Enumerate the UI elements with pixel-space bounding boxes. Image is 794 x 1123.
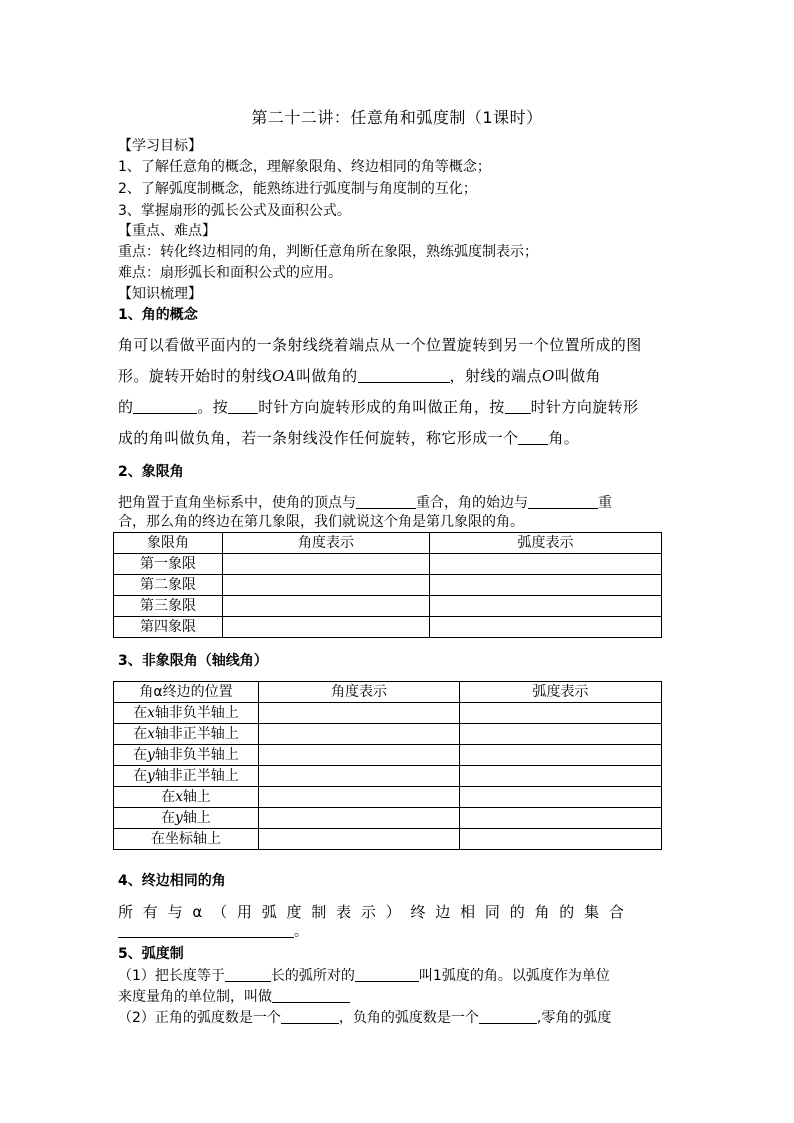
goal-item-2: 2、了解弧度制概念，能熟练进行弧度制与角度制的互化； [118,181,477,197]
section-2-heading: 2、象限角 [118,464,184,480]
quadrant-label: 第四象限 [114,617,223,638]
section-4-line-1: 所有与α（用弧度制表示）终边相同的角的集合 [118,903,634,921]
quadrant-label: 第一象限 [114,554,223,575]
goal-item-1: 1、了解任意角的概念，理解象限角、终边相同的角等概念； [118,159,491,175]
section-1-line-4: 成的角叫做负角，若一条射线没作任何旋转，称它形成一个 角。 [118,429,580,447]
position-label: 在x轴上 [114,787,259,808]
table-row [114,617,662,638]
position-label: 在坐标轴上 [114,829,259,850]
section-1-line-3: 的 。按 时针方向旋转形成的角叫做正角，按 时针方向旋转形 [118,398,639,416]
answer-cell[interactable] [430,596,662,617]
position-label: 在x轴非负半轴上 [114,703,259,724]
section-5-heading: 5、弧度制 [118,946,184,962]
answer-cell[interactable] [259,724,460,745]
blank-initial-side[interactable] [358,367,450,383]
answer-cell[interactable] [430,617,662,638]
blank-positive-direction[interactable] [228,398,258,414]
position-label: 在y轴非正半轴上 [114,766,259,787]
table-header: 角度表示 [259,682,460,703]
blank-coterminal-set[interactable] [118,922,294,938]
section-2-line-2: 合，那么角的终边在第几象限，我们就说这个角是第几象限的角。 [118,514,524,530]
answer-cell[interactable] [259,703,460,724]
table-header-row [114,533,662,554]
table-header: 弧度表示 [460,682,662,703]
answer-cell[interactable] [460,808,662,829]
section-4-line-2: 。 [118,922,678,942]
blank-origin[interactable] [356,493,416,509]
table-header: 角度表示 [223,533,430,554]
section-2-line-1: 把角置于直角坐标系中，使角的顶点与 重合，角的始边与 重 [118,495,612,511]
section-1-paragraph [118,330,674,454]
section-3-heading: 3、非象限角（轴线角） [118,653,268,669]
quadrant-label: 第二象限 [114,575,223,596]
goal-item-3: 3、掌握扇形的弧长公式及面积公式。 [118,203,351,219]
answer-cell[interactable] [460,703,662,724]
table-row [114,808,662,829]
answer-cell[interactable] [259,745,460,766]
table-row [114,745,662,766]
answer-cell[interactable] [460,766,662,787]
section-4-heading: 4、终边相同的角 [118,873,226,889]
blank-negative-direction[interactable] [505,398,531,414]
position-label: 在x轴非正半轴上 [114,724,259,745]
quadrant-label: 第三象限 [114,596,223,617]
keypoints-focus: 重点：转化终边相同的角，判断任意角所在象限，熟练弧度制表示； [118,244,538,260]
blank-central-angle[interactable] [355,966,419,982]
table-row [114,787,662,808]
section-1-line-1: 角可以看做平面内的一条射线绕着端点从一个位置旋转到另一个位置所成的图 [118,336,642,354]
answer-cell[interactable] [223,575,430,596]
section-5-line-1: （1）把长度等于 长的弧所对的 叫1弧度的角。以弧度作为单位 [118,968,610,984]
quadrant-angle-table [113,532,662,638]
answer-cell[interactable] [223,554,430,575]
table-row [114,554,662,575]
table-row [114,829,662,850]
table-header: 象限角 [114,533,223,554]
table-row [114,724,662,745]
table-header: 角α终边的位置 [114,682,259,703]
table-row [114,575,662,596]
keypoints-heading: 【重点、难点】 [118,223,216,239]
answer-cell[interactable] [460,829,662,850]
answer-cell[interactable] [460,745,662,766]
position-label: 在y轴非负半轴上 [114,745,259,766]
ray-oa: OA [272,367,296,385]
blank-vertex[interactable] [133,398,197,414]
answer-cell[interactable] [259,766,460,787]
blank-x-axis[interactable] [528,493,598,509]
blank-positive-number[interactable] [281,1008,339,1024]
section-5-line-2: 来度量角的单位制，叫做 [118,987,678,1007]
page-title: 第二十二讲：任意角和弧度制（1课时） [251,108,543,127]
keypoints-difficulty: 难点：扇形弧长和面积公式的应用。 [118,265,342,281]
table-header: 弧度表示 [430,533,662,554]
blank-negative-number[interactable] [479,1008,537,1024]
answer-cell[interactable] [223,596,430,617]
blank-zero-angle[interactable] [518,429,548,445]
table-row [114,766,662,787]
table-row [114,596,662,617]
answer-cell[interactable] [430,554,662,575]
answer-cell[interactable] [460,724,662,745]
answer-cell[interactable] [259,787,460,808]
section-1-line-2: 形。旋转开始时的射线OA叫做角的 ，射线的端点O叫做角 [118,367,601,385]
table-header-row [114,682,662,703]
position-label: 在y轴上 [114,808,259,829]
answer-cell[interactable] [223,617,430,638]
knowledge-heading: 【知识梳理】 [118,286,202,302]
point-o: O [541,367,555,385]
answer-cell[interactable] [259,808,460,829]
table-row [114,703,662,724]
answer-cell[interactable] [430,575,662,596]
goals-heading: 【学习目标】 [118,138,202,154]
section-1-heading: 1、角的概念 [118,307,198,323]
blank-radian-system[interactable] [272,987,350,1003]
axis-angle-table [113,681,662,850]
blank-radius[interactable] [225,966,271,982]
answer-cell[interactable] [460,787,662,808]
answer-cell[interactable] [259,829,460,850]
section-5-line-3: （2）正角的弧度数是一个 ，负角的弧度数是一个 ,零角的弧度 [118,1010,612,1026]
